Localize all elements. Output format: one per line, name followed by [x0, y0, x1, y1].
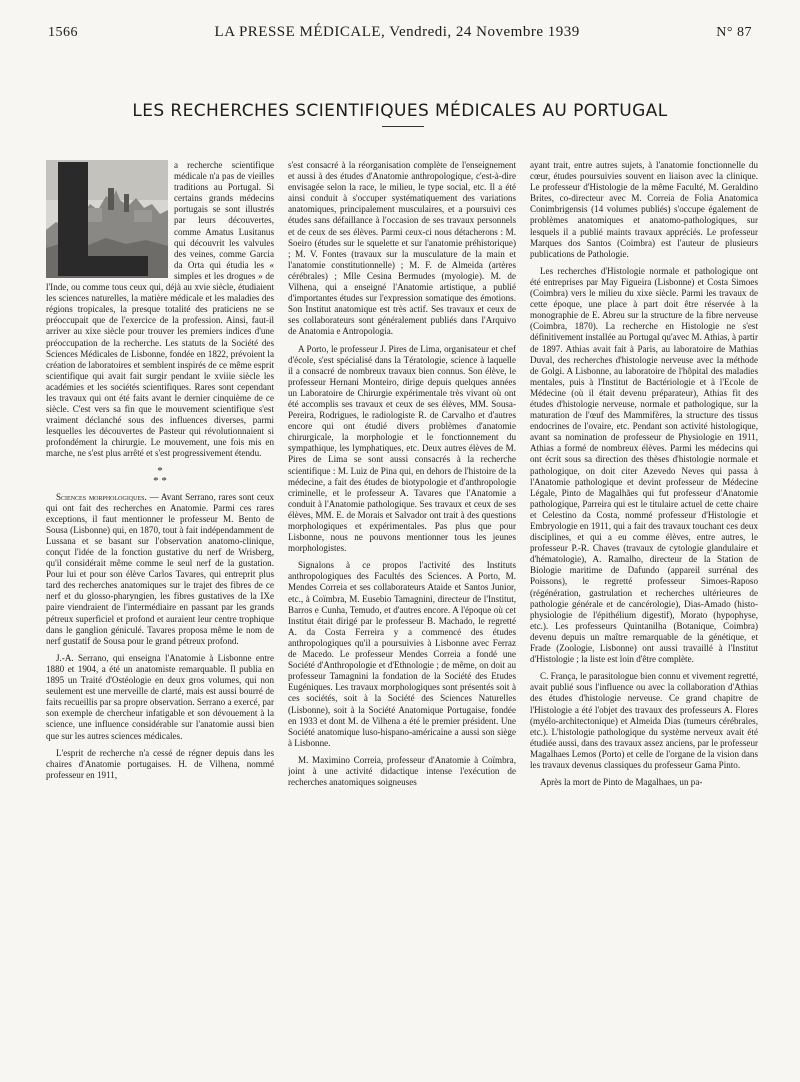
column-2 — [288, 160, 516, 1060]
section-stars: * * * — [153, 464, 167, 487]
running-header — [48, 24, 752, 44]
paragraph-coeur: ayant trait, entre autres sujets, à l'anatomie fonctionnelle du cœur, études poursuivies souvent en liaison avec la clinique. Le professeur d'Histologie de la même Faculté, M. Geraldino Brites, co-directeur avec M. Correia de Folia Anatomica Conimbrigensis (14 volumes publiés) s'occupe également de problèmes anatomiques et anatomo-pathologiques, sur lesquels il a publié maints travaux appréciés. Le professeur Marques dos Santos (Coimbra) est l'auteur de plusieurs publications de Pathologie. — [530, 160, 758, 259]
issue-number: N° 87 — [716, 25, 752, 40]
article-body — [46, 160, 758, 1060]
section-label: Sciences morphologiques. — — [56, 491, 159, 502]
paragraph-vilhena-start: L'esprit de recherche n'a cessé de régner depuis dans les chaires d'Anatomie portugaises. H. de Vilhena, nommé professeur en 1911, — [46, 747, 274, 780]
paragraph-intro: a recherche scientifique médicale n'a pas de vieilles traditions au Portugal. Si certains grands médecins portugais se sont illustrés par leurs découvertes, comme Amatus Lusitanus qui découvrit les valvules des veines, comme Garcia da Orta qui étudia les « simples et les drogues » de l'Inde, ou comme tous ceux qui, déjà au xvie siècle, étudiaient les sciences naturelles, la matière médicale et les maladies des régions tropicales, la presque totalité des praticiens ne se préoccupait que de l'exercice de la profession. Ainsi, faut-il arriver au xixe siècle pour trouver les premiers indices d'une préoccupation de la recherche. Les statuts de la Société des Sciences Médicales de Lisbonne, fondée en 1822, prévoient la création de laboratoires et semblent inspirés de ce même esprit scientifique qui avait fait surgir pendant le xviiie siècle les académies et les sociétés scientifiques. Rares sont cependant les travaux qui ont été faits avant le dernier cinquième de ce siècle. C'est vers sa fin que le mouvement scientifique s'est vraiment déclanché sous des influences diverses, parmi lesquelles les découvertes de Pasteur qui révolutionnaient si profondément la chirurgie. Le mouvement, une fois mis en marche, ne s'est plus arrêté et s'est progressivement étendu. — [46, 160, 274, 459]
paragraph-porto: A Porto, le professeur J. Pires de Lima, organisateur et chef d'école, s'est spécialisé dans la Tératologie, science à laquelle il a consacré de nombreux travaux bien connus. Son élève, le professeur Hernani Monteiro, dirige depuis quelques années un Laboratoire de Chirurgie expérimentale très vivant où ont été accomplis ses travaux et ceux de ses élèves, MM. Sousa-Pereira, Rodrigues, le radiologiste R. de Carvalho et d'autres encore qui ont étudié divers problèmes d'anatomie chirurgicale, la morphologie et le fonctionnement du sympathique, les lymphatiques, etc. Deux autres élèves de M. Pires de Lima se sont aussi consacrés à la recherche scientifique : M. Luiz de Pina qui, en dehors de l'histoire de la médecine, a fait des études de biotypologie et d'anthropologie criminelle, et le professeur A. Tavares que l'Anatomie a conduit à l'Anatomie pathologique. Ses travaux et ceux de ses élèves, MM. E. de Morais et Salvador ont trait à des questions morphologiques et expérimentales. Pas plus que pour Lisbonne, nous ne pouvons mentionner tous les jeunes morphologistes. — [288, 343, 516, 554]
drop-cap-illustration — [46, 160, 168, 278]
journal-title: LA PRESSE MÉDICALE, Vendredi, 24 Novembre 1939 — [214, 24, 580, 40]
drop-cap-image — [46, 160, 168, 278]
column-3 — [530, 160, 758, 1060]
paragraph-franca: C. França, le parasitologue bien connu et vivement regretté, avait publié sous l'influence ou avec la collaboration d'Athias des études d'histologie nerveuse. Ce grand chapitre de l'Histologie a été l'objet des travaux des professeurs A. Flores (myélo-architectonique) et Almeida Dias (tumeurs cérébrales, etc.). L'histologie pathologique du système nerveux avait été étudiée aussi, dans des travaux assez anciens, par le professeur Magalhaes Lemos (Porto) et celle de l'organe de la vision dans les travaux devenus classiques du professeur Gama Pinto. — [530, 671, 758, 770]
paragraph-morpho-text: Avant Serrano, rares sont ceux qui ont fait des recherches en Anatomie. Parmi ces rares exceptions, il faut mentionner le professeur M. Bento de Sousa (Lisbonne) qui, en 1870, tout à fait indépendamment de Lussana et se basant sur l'observation anatomo-clinique, conçut l'idée de la fonction gustative du nerf de Wrisberg, qu'il considérait même comme le seul nerf de la gustation. Pour lui et pour son élève Carlos Tavares, qui entreprit plus tard des recherches anatomiques sur le trajet des fibres de ce nerf et du glosso-pharyngien, les fibres gustatives de la IXe paire viendraient de l'intermédiaire en passant par les grands pétreux superficiel et profond et auraient leur centre trophique dans le ganglion géniculé. Tavares proposa même le nom de nerf gustatif de Sousa pour le grand pétreux profond. — [46, 491, 274, 646]
paragraph-magalhaes: Après la mort de Pinto de Magalhaes, un pa- — [540, 777, 703, 788]
paragraph-serrano: J.-A. Serrano, qui enseigna l'Anatomie à Lisbonne entre 1880 et 1904, a été un anatomiste remarquable. Il publia en 1895 un Traité d'Ostéologie en deux gros volumes, qui non seulement est une merveille de clarté, mais est aussi bourré de faits recueillis par sa propre observation. Serrano a exercé, par son exemple de chercheur infatigable et son dévouement à la science, une influence considérable sur l'anatomie aussi bien que sur les autres sciences médicales. — [46, 652, 274, 741]
paragraph-correia: M. Maximino Correia, professeur d'Anatomie à Coïmbra, joint à une activité didactique intense l'exécution de recherches anatomiques soigneuses — [288, 754, 516, 788]
paragraph-morpho — [46, 492, 274, 647]
paragraph-vilhena: s'est consacré à la réorganisation complète de l'enseignement et aussi à des études d'Anatomie anthropologique, c'est-à-dire envisagée selon la race, le milieu, le type social, etc. Il a été ainsi conduit à s'occuper systématiquement des variations anatomiques, principalement musculaires, et a poursuivi ces études sans défaillance à l'occasion de ses travaux personnels et de ceux de ses élèves. Parmi ceux-ci nous détacherons : M. Soeiro (études sur le squelette et sur l'anatomie préhistorique) ; M. V. Fontes (travaux sur la musculature de la main et l'anatomie constitutionnelle) ; M. F. de Almeida (artères cérébrales) ; Mlle Cesina Bermudes (myologie). M. de Vilhena, qui a enseigné l'Anatomie artistique, a publié d'importantes études sur l'expression somatique des émotions. Son Institut anatomique est très actif. Ses travaux et ceux de ses collaborateurs sont généralement publiés dans l'Arquivo de Anatomia e Antropologia. — [288, 160, 516, 337]
article-title: LES RECHERCHES SCIENTIFIQUES MÉDICALES AU PORTUGAL — [132, 101, 668, 122]
column-1 — [46, 160, 274, 1060]
paragraph-histologie: Les recherches d'Histologie normale et pathologique ont été entreprises par May Figueira (Lisbonne) et Costa Simoes (Coimbra) vers le milieu du xixe siècle. Parmi les travaux de cette époque, une place à part doit être réservée à la monographie de E. Abreu sur la structure de la fibre nerveuse (Coimbra, 1870). La recherche en Histologie ne s'est définitivement installée au Portugal qu'avec M. Athias, à partir de 1897. Athias avait fait à Paris, au laboratoire de Mathias Duval, des recherches d'histologie nerveuse avec la méthode de Golgi. A Lisbonne, au laboratoire de l'hôpital des maladies mentales, puis à l'Institut de Bactériologie et à l'Ecole de Médecine (où il était devenu préparateur), Athias fit des études d'histologie nerveuse, normale et pathologique, sur la maturation de l'œuf des Mammifères, la structure des tissus endocrines de l'ovaire, etc. Pendant son activité histologique, avant sa nomination de professeur de Physiologie en 1911, Athias a formé de nombreux élèves. Parmi les médecins qui ont écrit sous sa direction des thèses d'histologie normale et pathologique, on doit citer Azevedo Neves qui passa à l'Anatomie pathologique et devint professeur de Médecine Légale, Pinto de Magalhães qui fut professeur d'Anatomie pathologique, Parreira qui est le titulaire actuel de cette chaire et Celestino da Costa, nommé professeur d'Histologie et Embryologie en 1911, qui a fait des travaux touchant ces deux disciplines, et qui a eu comme élèves, entre autres, le professeur P.-R. Chaves (travaux de cytologie glandulaire et d'hématologie), A. Ramalho, directeur de la Station de Biologie maritime de Dafundo (appareil surrénal des Poissons), le regretté professeur Simoes-Raposo (régénération, gastrulation et recherches ultérieures de pathologie générale et de cancérologie), Dias-Amado (histo-physiologie de l'épithélium digestif), Morato (hypophyse, etc.). Les professeurs Quintanilha (Botanique, Coimbra) devenu depuis un maître remarquable de la génétique, et Frade (Zoologie, Lisbonne) ont aussi travaillé à l'Institut d'Histologie ; la liste est loin d'être complète. — [530, 265, 758, 665]
page-number: 1566 — [48, 25, 78, 40]
paragraph-instituts: Signalons à ce propos l'activité des Instituts anthropologiques des Facultés des Sciences. A Porto, M. Mendes Correia et ses collaborateurs Ataide et Santos Junior, etc., à Coïmbra, M. Eusebio Tamagnini, directeur de l'Institut, Barros e Cunha, Temudo, et d'autres encore. A l'époque où cet Institut était dirigé par le professeur B. Machado, le regretté A. da Costa Ferreira y a commencé des études anthropologiques qu'il a poursuivies à Lisbonne avec Ferraz de Macedo. Le professeur Mendes Correia a fondé une Société d'Anthropologie et d'Ethnologie ; de même, on doit au professeur Tamagnini la fondation de la Société des Etudes Eugéniques. Les travaux morphologiques sont présentés soit à ces sociétés, soit à la Société des Sciences Naturelles (Lisbonne), soit à la Société Anatomique Portugaise, fondée en 1933 et dont M. de Vilhena a été le premier président. Une Société anatomique luso-hispano-américaine a aussi son siège à Lisbonne. — [288, 560, 516, 748]
title-rule — [382, 126, 424, 127]
